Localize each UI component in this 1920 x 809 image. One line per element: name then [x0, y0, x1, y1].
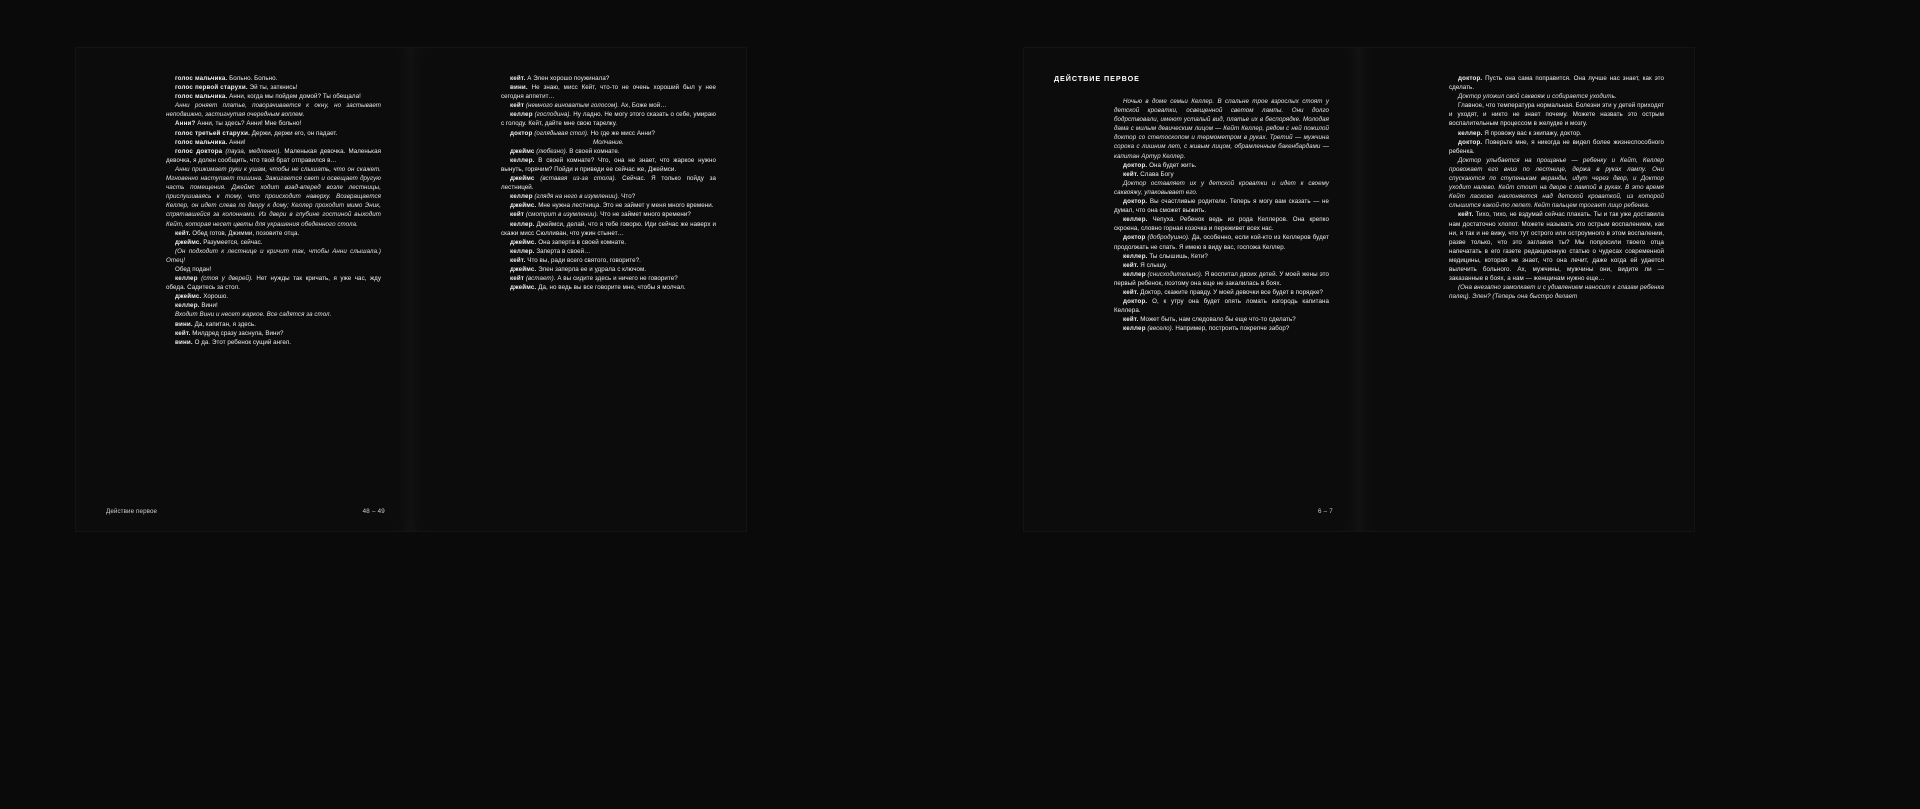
- inline-stage-direction: (любезно).: [534, 147, 568, 155]
- inline-stage-direction: (стоя у дверей).: [197, 275, 253, 283]
- dialogue-text: Эй ты, заткнись!: [247, 84, 298, 92]
- dialogue-text: Тихо, тихо, не вздумай сейчас плакать. Ты и так уже доставила нам достаточно хлопот. Можете называть это острым воспалением, как ни, я так и не вижу, что тут острого или остроумного в этом воспалении, разве только, что это заглавия ты? Мы попросили твоего отца напечатать в его газете редакционную статью о чудесах современной медицины, которая не знает, что она лечит, даже когда ей удается вылечить больного. Ах, мужчины, мужчины они, видите ли — заказанные в боях, а нам — женщинам нужно еще…: [1449, 211, 1664, 283]
- dialogue-line: [501, 210, 716, 219]
- dialogue-text: Разумеется, сейчас.: [201, 238, 263, 246]
- dialogue-text: Заперта в своей…: [534, 247, 591, 255]
- dialogue-line: [166, 147, 381, 165]
- inline-stage-direction: (пауза, медленно).: [222, 147, 282, 155]
- speaker-name: джеймс.: [510, 284, 537, 292]
- dialogue-text: Не знаю, мисс Кейт, что-то не очень хороший был у нее сегодня аппетит…: [501, 84, 716, 101]
- speaker-name: келлер.: [1123, 252, 1148, 260]
- dialogue-text: Анни, ты здесь? Анни! Мне больно!: [195, 120, 302, 128]
- speaker-name: джеймс.: [510, 238, 537, 246]
- dialogue-line: [1449, 74, 1664, 92]
- speaker-name: джеймс.: [510, 202, 537, 210]
- dialogue-text: Главное, что температура нормальная. Болезни эти у детей приходят и уходят, и никто не знает почему. Можете назвать это острым воспалительным процессом в желудке и мозгу.: [1449, 102, 1664, 128]
- dialogue-line: [166, 265, 381, 274]
- dialogue-line: [1114, 297, 1329, 315]
- dialogue-line: [501, 274, 716, 283]
- dialogue-text: Нет нужды так кричать, я уже час, жду обеда. Садитесь за стол.: [166, 275, 381, 292]
- speaker-name: джеймс.: [175, 238, 202, 246]
- book-spread-left: [76, 48, 746, 531]
- dialogue-line: [501, 192, 716, 201]
- dialogue-line: [166, 119, 381, 128]
- speaker-name: келлер: [510, 111, 533, 119]
- act-heading: ДЕЙСТВИЕ ПЕРВОЕ: [1054, 74, 1140, 83]
- dialogue-line: [166, 238, 381, 247]
- speaker-name: келлер.: [510, 220, 535, 228]
- dialogue-line: [166, 320, 381, 329]
- dialogue-text: Ты слышишь, Кети?: [1147, 252, 1208, 260]
- dialogue-line: [1449, 101, 1664, 128]
- dialogue-line: [501, 156, 716, 174]
- dialogue-line: [1114, 315, 1329, 324]
- dialogue-text: Да, капитан, я здесь.: [192, 320, 256, 328]
- stage-direction: Ночью в доме семьи Келлер. В спальне трое взрослых стоят у детской кроватки, освещенной светом лампы. Они долго бодрствовали, имеют усталый вид, платье их в беспорядке. Молодая дама с милым девическим лицом — Кейт Келлер, рядом с ней пожилой доктор со стетоскопом и термометром в руках. Третий — мужчина сорока с лишним лет, с живым лицом, обрамленным бакенбардами — капитан Артур Келлер.: [1114, 98, 1329, 160]
- dialogue-text: Поверьте мне, я никогда не видел более жизнеспособного ребенка.: [1449, 138, 1664, 155]
- dialogue-line: [166, 92, 381, 101]
- inline-stage-direction: (встает).: [524, 275, 556, 283]
- dialogue-line: [501, 238, 716, 247]
- dialogue-line: [501, 247, 716, 256]
- speaker-name: доктор: [1123, 234, 1146, 242]
- speaker-name: кейт.: [1458, 211, 1474, 219]
- speaker-name: кейт.: [175, 229, 191, 237]
- dialogue-line: [501, 110, 716, 128]
- dialogue-line: [501, 283, 716, 292]
- dialogue-line: [501, 256, 716, 265]
- stage-direction: Доктор улыбается на прощанье — ребенку и Кейт, Келлер провожает его вниз по лестнице, держа в руках лампу. Они спускаются по ступенькам веранды, идут через двор, и Доктор уходит налево. Кейт стоит на дворе с лампой в руках. В это время Кейт ласково наклоняется над детской кроваткой, из которой слышится какой-то лепет. Кейт пальцем трогает лицо ребенка.: [1449, 156, 1664, 210]
- speaker-name: джеймс.: [175, 293, 202, 301]
- speaker-name: джеймс: [510, 175, 535, 183]
- dialogue-text: Да, особенно, если кой-кто из Келлеров будет продолжать не спать. Я имею в виду вас, госпожа Келлер.: [1114, 234, 1330, 251]
- dialogue-text: Мне нужна лестница. Это не займет у меня много времени.: [536, 202, 714, 210]
- dialogue-line: [501, 147, 716, 156]
- speaker-name: голос доктора: [175, 147, 223, 155]
- folio-left: 48 – 49: [362, 508, 385, 515]
- speaker-name: келлер: [1123, 325, 1146, 333]
- stage-direction: Доктор уложил свой саквояж и собирается уходить.: [1458, 93, 1617, 101]
- stage-direction: (Она внезапно замолкает и с удивлением наносит к глазам ребенка палец). Элен? (Теперь она быстро делает: [1449, 284, 1664, 301]
- speaker-name: голос первой старухи.: [175, 84, 248, 92]
- inline-stage-direction: (господина).: [532, 111, 572, 119]
- stage-direction: Входит Вини и несет жаркое. Все садятся за стол.: [175, 311, 332, 319]
- dialogue-text: О да. Этот ребенок сущий ангел.: [192, 338, 292, 346]
- speaker-name: доктор.: [1123, 161, 1148, 169]
- dialogue-line: [1449, 138, 1664, 156]
- speaker-name: джеймс: [510, 147, 535, 155]
- dialogue-text: Элен заперла ее и удрала с ключом.: [536, 265, 647, 273]
- dialogue-line: [1114, 197, 1329, 215]
- speaker-name: келлер.: [510, 247, 535, 255]
- dialogue-text: В своей комнате? Что, она не знает, что жаркое нужно вынуть, горячим? Пойди и приведи ее сейчас же, Джеймси.: [501, 156, 716, 173]
- folio-right: 6 – 7: [1317, 508, 1333, 515]
- dialogue-text: Может быть, нам следовало бы еще что-то сделать?: [1138, 316, 1296, 324]
- speaker-name: голос мальчика.: [175, 75, 228, 82]
- stage-direction: Доктор оставляет их у детской кроватки и идет к своему саквояжу, упаковывает его.: [1114, 179, 1329, 196]
- dialogue-text: Да, но ведь вы все говорите мне, чтобы я молчал.: [536, 284, 686, 292]
- dialogue-text: Сейчас. Я только пойду за лестницей.: [501, 175, 716, 192]
- inline-stage-direction: (добродушно).: [1145, 234, 1190, 242]
- dialogue-text: Держи, держи его, он падает.: [249, 129, 338, 137]
- dialogue-text: Ах, Боже мой…: [619, 102, 667, 110]
- speaker-name: кейт: [510, 102, 525, 110]
- dialogue-text: Я воспитал двоих детей. У моей жены это первый ребенок, поэтому она еще не закалилась в боях.: [1114, 270, 1329, 287]
- dialogue-line: [166, 292, 381, 301]
- dialogue-text: Чепуха. Ребенок ведь из рода Келлеров. Она крепко скроена, словно горная козочка и переживет всех нас.: [1114, 216, 1329, 233]
- dialogue-text: Обед готов, Джимми, позовите отца.: [190, 229, 300, 237]
- page-6-text-column: [1114, 97, 1329, 333]
- dialogue-text: Слава Богу: [1138, 170, 1174, 178]
- dialogue-line: [501, 265, 716, 274]
- dialogue-line: [501, 220, 716, 238]
- page-7: [1359, 48, 1694, 531]
- dialogue-line: [501, 101, 716, 110]
- speaker-name: Анни?: [175, 120, 196, 128]
- dialogue-line: [166, 83, 381, 92]
- dialogue-text: А Элен хорошо поужинала?: [525, 75, 610, 82]
- speaker-name: келлер: [1123, 270, 1146, 278]
- stage-direction: Анни прижимает руки к ушам, чтобы не слышать, что он скажет. Мгновенно наступает тишина. Зажигается свет и освещает другую часть помещения. Джеймс ходит взад-вперед возле лестницы, прислушиваясь к тому, что происходит наверху. Возвращается Келлер, он идет слева по двору к дому; Келлер проходит мимо Эник, спрятавшейся за колоннами. Из двери в глубине гостиной выходит Кейт, которая несет цветы для украшения обеденного стола.: [166, 165, 381, 228]
- page-49: [411, 48, 746, 531]
- speaker-name: доктор.: [1458, 138, 1483, 146]
- speaker-name: доктор.: [1123, 298, 1148, 306]
- page-7-text-column: [1449, 74, 1664, 301]
- dialogue-text: Анни!: [227, 138, 246, 146]
- speaker-name: кейт: [510, 275, 525, 283]
- dialogue-text: В своей комнате.: [567, 147, 620, 155]
- speaker-name: келлер.: [1123, 216, 1148, 224]
- dialogue-line: [1114, 261, 1329, 270]
- speaker-name: доктор.: [1123, 198, 1148, 206]
- speaker-name: келлер: [510, 193, 533, 201]
- speaker-name: кейт.: [1123, 316, 1139, 324]
- stage-direction: Анни роняет платье, поворачивается к окну, но застывает неподвижно, застигнутая очередным воплем.: [166, 102, 381, 119]
- speaker-name: келлер.: [510, 156, 535, 164]
- stage-direction-centered: Молчание.: [593, 138, 624, 146]
- dialogue-text: А вы сидите здесь и ничего не говорите?: [555, 275, 678, 283]
- dialogue-line: [1114, 252, 1329, 261]
- inline-stage-direction: (вставая из-за стола).: [534, 175, 617, 183]
- dialogue-text: Доктор, скажите правду. У моей девочки все будет в порядке?: [1138, 288, 1323, 296]
- speaker-name: кейт: [510, 211, 525, 219]
- inline-stage-direction: (весело).: [1145, 325, 1174, 333]
- speaker-name: голос мальчика.: [175, 93, 228, 101]
- dialogue-line: [1449, 210, 1664, 283]
- dialogue-text: Маленькая девочка. Маленькая девочка, я долен сообщить, что твой брат отправился в…: [166, 147, 381, 164]
- dialogue-text: Обед подан!: [175, 265, 212, 273]
- speaker-name: кейт.: [510, 75, 526, 82]
- running-head-left: Действие первое: [106, 508, 158, 515]
- dialogue-line: [166, 274, 381, 292]
- dialogue-line: [166, 138, 381, 147]
- dialogue-text: Например, построить покрепче забор?: [1173, 325, 1290, 333]
- dialogue-line: [1114, 161, 1329, 170]
- dialogue-line: [166, 74, 381, 83]
- dialogue-line: [501, 74, 716, 83]
- book-spread-right: [1024, 48, 1694, 531]
- speaker-name: доктор.: [1458, 75, 1483, 82]
- dialogue-line: [501, 83, 716, 101]
- speaker-name: вини.: [175, 320, 193, 328]
- dialogue-line: [1114, 233, 1329, 251]
- dialogue-text: Что вы, ради всего святого, говорите?.: [525, 256, 641, 264]
- dialogue-line: [1114, 170, 1329, 179]
- dialogue-text: Больно. Больно.: [227, 75, 278, 82]
- dialogue-text: Джеймси, делай, что я тебе говорю. Иди сейчас же наверх и скажи мисс Сюлливан, что ужин стынет…: [501, 220, 716, 237]
- speaker-name: доктор: [510, 129, 533, 137]
- speaker-name: кейт.: [1123, 170, 1139, 178]
- dialogue-text: Что?: [619, 193, 636, 201]
- dialogue-line: [501, 201, 716, 210]
- dialogue-text: Пусть она сама поправится. Она лучше нас знает, как это сделать.: [1449, 75, 1664, 92]
- dialogue-line: [166, 338, 381, 347]
- speaker-name: кейт.: [175, 329, 191, 337]
- speaker-name: кейт.: [1123, 261, 1139, 269]
- dialogue-line: [166, 229, 381, 238]
- dialogue-text: О, к утру она будет опять ломать изгородь капитана Келлера.: [1114, 298, 1329, 315]
- inline-stage-direction: (снисходительно).: [1145, 270, 1203, 278]
- dialogue-text: Милдред сразу заснула, Вини?: [190, 329, 284, 337]
- inline-stage-direction: (оглядывая стол).: [532, 129, 589, 137]
- speaker-name: голос мальчика.: [175, 138, 228, 146]
- dialogue-text: Я слышу.: [1138, 261, 1168, 269]
- dialogue-line: [1114, 215, 1329, 233]
- page-6: [1024, 48, 1359, 531]
- dialogue-text: Вы счастливые родители. Теперь я могу вам сказать — не думал, что она сможет выжить.: [1114, 198, 1329, 215]
- inline-stage-direction: (немного виноватым голосом).: [524, 102, 620, 110]
- dialogue-line: [1114, 324, 1329, 333]
- dialogue-line: [1449, 129, 1664, 138]
- dialogue-line: [1114, 288, 1329, 297]
- dialogue-line: [166, 329, 381, 338]
- dialogue-text: Хорошо.: [201, 293, 229, 301]
- page-48-text-column: [166, 74, 381, 347]
- dialogue-text: Но где же мисс Анни?: [588, 129, 656, 137]
- inline-stage-direction: (смотрит в изумлении).: [524, 211, 599, 219]
- dialogue-text: Она заперта в своей комнате.: [536, 238, 627, 246]
- stage-direction: (Он подходит к лестнице и кричит так, чтобы Анни слышала.) Отец!: [166, 247, 381, 264]
- speaker-name: кейт.: [1123, 288, 1139, 296]
- dialogue-line: [501, 174, 716, 192]
- dialogue-text: Анни, когда мы пойдем домой? Ты обещала!: [227, 93, 361, 101]
- dialogue-text: Что не займет много времени?: [598, 211, 691, 219]
- dialogue-text: Вини!: [199, 302, 218, 310]
- dialogue-line: [1114, 270, 1329, 288]
- page-48: [76, 48, 411, 531]
- speaker-name: вини.: [175, 338, 193, 346]
- dialogue-text: Ну ладно. Не могу этого сказать о себе, умираю с голоду. Кейт, дайте мне свою тарелку.: [501, 111, 716, 128]
- speaker-name: кейт.: [510, 256, 526, 264]
- inline-stage-direction: (глядя на него в изумлении).: [532, 193, 620, 201]
- dialogue-line: [501, 129, 716, 138]
- speaker-name: келлер.: [1458, 129, 1483, 137]
- speaker-name: джеймс.: [510, 265, 537, 273]
- dialogue-line: [166, 129, 381, 138]
- page-49-text-column: [501, 74, 716, 292]
- dialogue-text: Я провожу вас к экипажу, доктор.: [1482, 129, 1582, 137]
- dialogue-line: [166, 301, 381, 310]
- dialogue-text: Она будет жить.: [1147, 161, 1197, 169]
- speaker-name: келлер.: [175, 302, 200, 310]
- speaker-name: келлер: [175, 275, 198, 283]
- speaker-name: вини.: [510, 84, 528, 92]
- speaker-name: голос третьей старухи.: [175, 129, 250, 137]
